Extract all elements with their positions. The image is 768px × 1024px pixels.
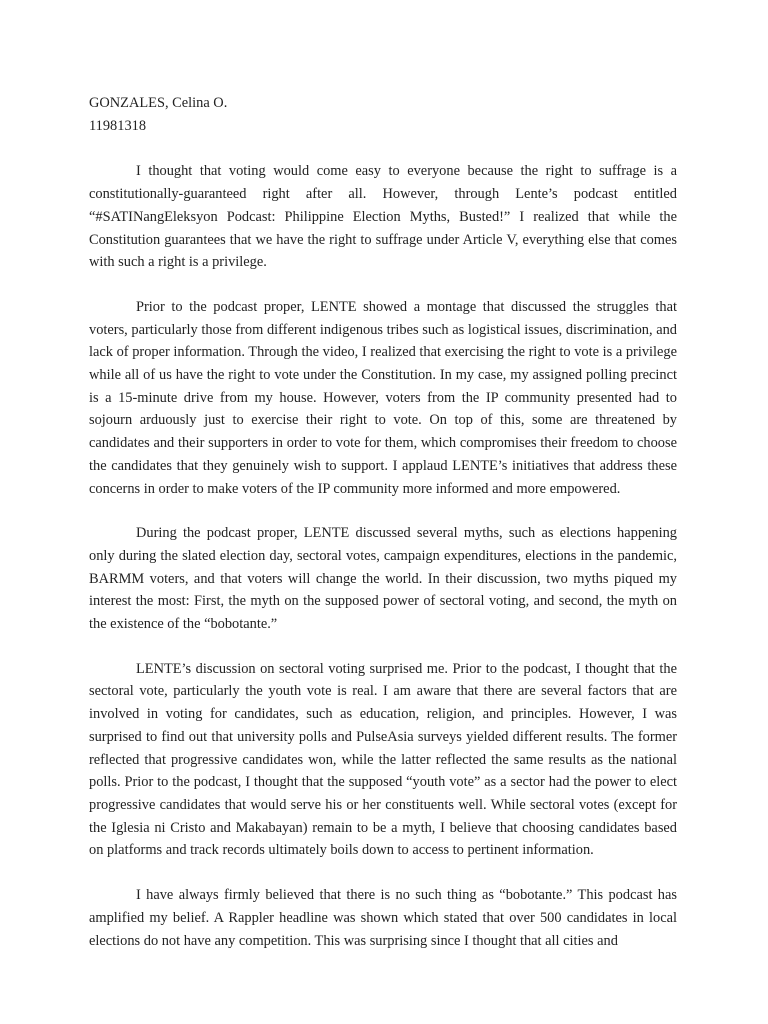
- author-name: GONZALES, Celina O.: [89, 95, 228, 111]
- paragraph-myths: During the podcast proper, LENTE discussed several myths, such as elections happening only during the slated election day, sectoral votes, campaign expenditures, elections in the pandemic, BARMM voters, and that voters will change the world. In their discussion, two myths piqued my interest the most: First, the myth on the supposed power of sectoral voting, and second, the myth on the existence of the “bobotante.”: [89, 525, 677, 633]
- paragraph-intro: I thought that voting would come easy to everyone because the right to suffrage is a constitutionally-guaranteed right after all. However, through Lente’s podcast entitled “#SATINangEleksyon Podcast: Philippine Election Myths, Busted!” I realized that while the Constitution guarantees that we have the right to suffrage under Article V, everything else that comes with such a right is a privilege.: [89, 163, 677, 271]
- spacer: [89, 636, 677, 658]
- spacer: [89, 862, 677, 884]
- paragraph-sectoral-voting: LENTE’s discussion on sectoral voting surprised me. Prior to the podcast, I thought that the sectoral vote, particularly the youth vote is real. I am aware that there are several factors that are involved in voting for candidates, such as education, religion, and principles. However, I was surprised to find out that university polls and PulseAsia surveys yielded different results. The former reflected that progressive candidates won, while the latter reflected the same results as the national polls. Prior to the podcast, I thought that the supposed “youth vote” as a sector had the power to elect progressive candidates that would serve his or her constituents well. While sectoral votes (except for the Iglesia ni Cristo and Makabayan) remain to be a myth, I believe that choosing candidates based on platforms and track records ultimately boils down to access to pertinent information.: [89, 660, 677, 859]
- document-body: [89, 92, 677, 952]
- spacer: [89, 137, 677, 160]
- spacer: [89, 500, 677, 522]
- spacer: [89, 274, 677, 296]
- author-id-number: 11981318: [89, 117, 147, 134]
- paragraph-montage: Prior to the podcast proper, LENTE showed a montage that discussed the struggles that voters, particularly those from different indigenous tribes such as logistical issues, discrimination, and lack of proper information. Through the video, I realized that exercising the right to vote is a privilege while all of us have the right to vote under the Constitution. In my case, my assigned polling precinct is a 15-minute drive from my house. However, voters from the IP community presented had to sojourn arduously just to exercise their right to vote. On top of this, some are threatened by candidates and their supporters in order to vote for them, which compromises their freedom to choose the candidates that they genuinely wish to support. I applaud LENTE’s initiatives that address these concerns in order to make voters of the IP community more informed and more empowered.: [89, 298, 677, 497]
- paragraph-bobotante: I have always firmly believed that there is no such thing as “bobotante.” This podcast has amplified my belief. A Rappler headline was shown which stated that over 500 candidates in local elections do not have any competition. This was surprising since I thought that all cities and: [89, 887, 677, 949]
